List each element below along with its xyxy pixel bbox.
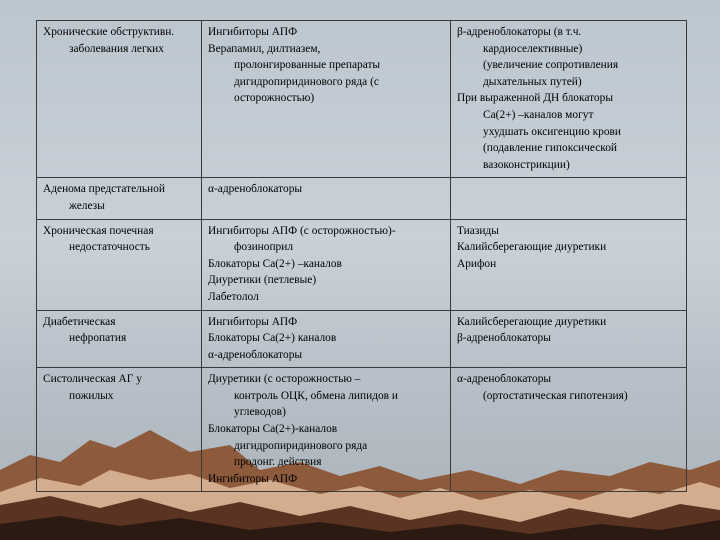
cell-text-line: Лабетолол: [208, 290, 259, 303]
cell-text-line: Аденома предстательной: [43, 183, 165, 196]
recommended-drugs-cell: [202, 310, 451, 368]
cell-text-line: α-адреноблокаторы: [457, 373, 552, 386]
cell-text-line: дигидропиридинового ряда (с: [234, 75, 379, 88]
cell-text-line: фозиноприл: [234, 241, 294, 254]
cell-text-line: Арифон: [457, 257, 497, 270]
cell-text-line: Блокаторы Са(2+) каналов: [208, 332, 337, 345]
cell-text-line: нефропатия: [69, 332, 127, 345]
cell-text-line: осторожностью): [234, 92, 315, 105]
cell-text-line: (увеличение сопротивления: [483, 59, 619, 72]
table-row: [37, 368, 687, 492]
cell-text-line: Ингибиторы АПФ: [208, 26, 298, 38]
not-recommended-drugs-cell: [451, 178, 687, 219]
recommended-drugs-cell: [202, 21, 451, 178]
recommended-drugs-cell: [202, 368, 451, 492]
not-recommended-drugs-cell: [451, 219, 687, 310]
not-recommended-drugs-cell: [451, 310, 687, 368]
cell-text-line: Ингибиторы АПФ: [208, 472, 298, 485]
not-recommended-drugs-cell: [451, 368, 687, 492]
cell-text-line: Диуретики (с осторожностью –: [208, 373, 361, 386]
disease-cell: [37, 368, 202, 492]
cell-text-line: железы: [69, 199, 105, 212]
cell-text-line: недостаточность: [69, 241, 150, 254]
cell-text-line: ухудшать оксигенцию крови: [483, 125, 621, 138]
cell-text-line: пожилых: [69, 389, 114, 402]
cell-text-line: продонг. действия: [234, 456, 322, 469]
cell-text-line: заболевания легких: [69, 42, 164, 55]
cell-text-line: кардиоселективные): [483, 42, 583, 55]
cell-text-line: Тиазиды: [457, 224, 499, 237]
cell-text-line: Са(2+) –каналов могут: [483, 108, 594, 121]
cell-text-line: (подавление гипоксической: [483, 142, 618, 155]
cell-text-line: Диабетическая: [43, 315, 116, 328]
cell-text-line: α-адреноблокаторы: [208, 348, 303, 361]
cell-text-line: Ингибиторы АПФ (с осторожностью)-: [208, 224, 396, 237]
disease-cell: [37, 178, 202, 219]
cell-text-line: дигидропиридинового ряда: [234, 439, 368, 452]
table-row: [37, 178, 687, 219]
cell-text-line: вазоконстрикции): [483, 158, 570, 171]
cell-text-line: При выраженной ДН блокаторы: [457, 92, 613, 105]
cell-text-line: β-адреноблокаторы (в т.ч.: [457, 26, 582, 38]
cell-text-line: Диуретики (петлевые): [208, 274, 317, 287]
recommended-drugs-cell: [202, 219, 451, 310]
cell-text-line: контроль ОЦК, обмена липидов и: [234, 389, 399, 402]
table-body: [37, 21, 687, 492]
table-row: [37, 21, 687, 178]
disease-cell: [37, 219, 202, 310]
disease-cell: [37, 21, 202, 178]
cell-text-line: Калийсберегающие диуретики: [457, 241, 607, 254]
cell-text-line: углеводов): [234, 406, 286, 419]
cell-text-line: Систолическая АГ у: [43, 373, 142, 386]
cell-text-line: Калийсберегающие диуретики: [457, 315, 607, 328]
table-row: [37, 219, 687, 310]
cell-text-line: Блокаторы Са(2+) –каналов: [208, 257, 342, 270]
cell-text-line: дыхательных путей): [483, 75, 582, 88]
not-recommended-drugs-cell: [451, 21, 687, 178]
recommended-drugs-cell: [202, 178, 451, 219]
cell-text-line: β-адреноблокаторы: [457, 332, 551, 345]
cell-text-line: α-адреноблокаторы: [208, 183, 303, 196]
cell-text-line: пролонгированные препараты: [234, 59, 381, 72]
cell-text-line: Верапамил, дилтиазем,: [208, 42, 321, 55]
table-row: [37, 310, 687, 368]
cell-text-line: Хроническая почечная: [43, 224, 154, 237]
disease-cell: [37, 310, 202, 368]
cell-text-line: Блокаторы Са(2+)-каналов: [208, 423, 338, 436]
hypertension-treatment-table: [36, 20, 687, 492]
cell-text-line: Ингибиторы АПФ: [208, 315, 298, 328]
cell-text-line: (ортостатическая гипотензия): [483, 389, 628, 402]
cell-text-line: Хронические обструктивн.: [43, 26, 175, 38]
